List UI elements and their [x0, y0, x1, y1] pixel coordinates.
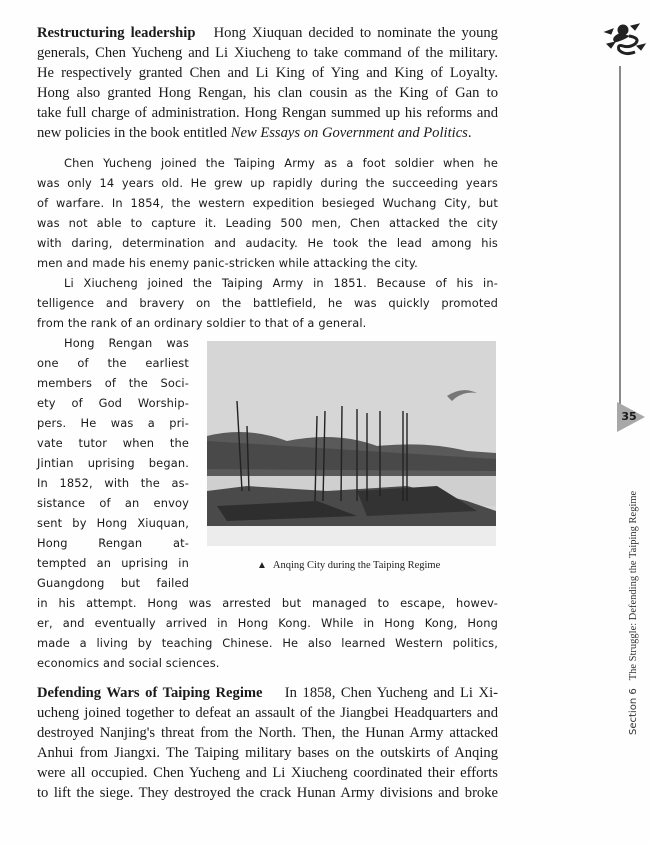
text-line: ucheng joined together to defeat an assault of the Jiangbei Headquarters and	[37, 705, 498, 721]
text-line-content: new policies in the book entitled	[37, 125, 231, 141]
text-line: was only 14 years old. He grew up rapidly during the succeeding years	[37, 176, 498, 190]
text-line: sistance of an envoy	[37, 496, 189, 510]
text-line: ety of God Worship-	[37, 396, 189, 410]
section-title: The Struggle: Defending the Taiping Regime	[628, 490, 639, 681]
text-line: in his attempt. Hong was arrested but managed to escape, howev-	[37, 596, 498, 610]
text-line: of warfare. In 1854, the western expedition besieged Wuchang City, but	[37, 196, 498, 210]
dragon-icon	[601, 22, 647, 58]
text-line: Jintian uprising began.	[37, 456, 189, 470]
text-line: Chen Yucheng joined the Taiping Army as a foot soldier when he	[64, 156, 498, 170]
text-line: with daring, determination and audacity. He took the lead among his	[37, 236, 498, 250]
section-number: Section 6	[628, 688, 639, 735]
text-line: pers. He was a pri-	[37, 416, 189, 430]
text-line	[37, 683, 498, 703]
text-line: one of the earliest	[37, 356, 189, 370]
margin-rule	[619, 66, 621, 404]
punctuation: .	[467, 125, 472, 141]
text-line	[37, 23, 498, 43]
text-line: destroyed Nanjing's threat from the North. Then, the Hunan Army attacked	[37, 725, 498, 741]
section-heading: Defending Wars of Taiping Regime	[37, 685, 263, 701]
text-line: tempted an uprising in	[37, 556, 189, 570]
page-number: 35	[621, 410, 637, 423]
book-title: New Essays on Government and Politics	[230, 125, 468, 141]
text-line: Hong Rengan was	[64, 336, 189, 350]
text-line: Anhui from Jiangxi. The Taiping military bases on the outskirts of Anqing	[37, 745, 498, 761]
figure-caption	[257, 558, 457, 574]
text-line	[37, 123, 498, 143]
text-line: generals, Chen Yucheng and Li Xiucheng to take command of the military.	[37, 45, 498, 61]
harbor-sketch	[207, 341, 496, 546]
triangle-up-icon: ▲	[257, 560, 267, 571]
text-line: economics and social sciences.	[37, 656, 220, 670]
caption-text: Anqing City during the Taiping Regime	[272, 560, 441, 571]
text-line: He respectively granted Chen and Li King of Ying and King of Loyalty.	[37, 65, 498, 81]
text-line: made a living by teaching Chinese. He also learned Western politics,	[37, 636, 498, 650]
text-line: from the rank of an ordinary soldier to that of a general.	[37, 316, 367, 330]
section-heading: Restructuring leadership	[37, 25, 196, 41]
text-line: was not able to capture it. Leading 500 men, Chen attacked the city	[37, 216, 498, 230]
text-line: sent by Hong Xiuquan,	[37, 516, 189, 530]
text-line: telligence and bravery on the battlefield, he was quickly promoted	[37, 296, 498, 310]
text-line: er, and eventually arrived in Hong Kong. While in Hong Kong, Hong	[37, 616, 498, 630]
text-line: take full charge of administration. Hong Rengan summed up his reforms and	[37, 105, 498, 121]
text-line: men and made his enemy panic-stricken while attacking the city.	[37, 256, 418, 270]
text-line-content: Hong Xiuquan decided to nominate the young	[213, 25, 498, 41]
text-line: to lift the siege. They destroyed the crack Hunan Army divisions and broke	[37, 785, 498, 801]
text-line: Guangdong but failed	[37, 576, 189, 590]
text-line: Hong Rengan at-	[37, 536, 189, 550]
text-line: vate tutor when the	[37, 436, 189, 450]
text-line: Hong also granted Hong Rengan, his clan cousin as the King of Gan to	[37, 85, 498, 101]
running-footer	[628, 491, 640, 735]
text-line: members of the Soci-	[37, 376, 189, 390]
anqing-city-illustration	[207, 341, 496, 546]
text-line: In 1852, with the as-	[37, 476, 189, 490]
text-line: were all occupied. Chen Yucheng and Li Xiucheng coordinated their efforts	[37, 765, 498, 781]
text-line-content: In 1858, Chen Yucheng and Li Xi-	[284, 685, 498, 701]
text-line: Li Xiucheng joined the Taiping Army in 1851. Because of his in-	[64, 276, 498, 290]
